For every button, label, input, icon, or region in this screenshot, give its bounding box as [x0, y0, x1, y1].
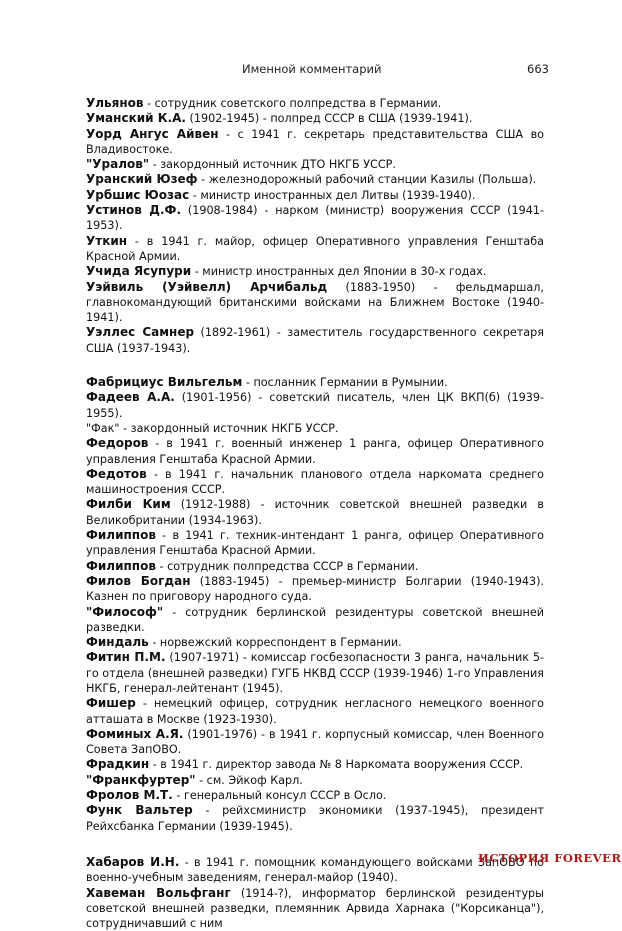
index-entry: [86, 421, 544, 436]
entry-description: - в 1941 г. помощник командующего войсками ЗапОВО по военно-учебным заведениям, генерал-майор (1940).: [86, 855, 544, 885]
entry-name: Фабрициус Вильгельм: [86, 375, 243, 390]
index-entry: [86, 605, 544, 636]
entry-name: Федоров: [86, 436, 149, 451]
index-entry: [86, 188, 544, 203]
entry-description: (1883-1945) - премьер-министр Болгарии (1940-1943). Казнен по приговору народного суда.: [86, 574, 544, 604]
section-h: [86, 855, 544, 931]
entry-description: - в 1941 г. техник-интендант 1 ранга, офицер Оперативного управления Генштаба Красной Армии.: [86, 529, 544, 558]
index-entry: [86, 696, 544, 727]
index-content: [86, 96, 544, 931]
entry-description: - в 1941 г. майор, офицер Оперативного управления Генштаба Красной Армии.: [86, 234, 544, 263]
index-entry: [86, 773, 544, 788]
index-entry: [86, 855, 544, 886]
entry-description: - см. Эйкоф Карл.: [195, 773, 303, 787]
entry-description: - железнодорожный рабочий станции Казилы (Польша).: [197, 173, 537, 187]
entry-name: Филиппов: [86, 558, 156, 573]
section-f: [86, 375, 544, 834]
entry-description: "Фак" - закордонный источник НКГБ УССР.: [86, 421, 339, 435]
entry-description: (1901-1956) - советский писатель, член ЦК ВКП(б) (1939-1955).: [86, 391, 544, 420]
entry-description: - сотрудник советского полпредства в Германии.: [143, 97, 442, 110]
entry-description: - министр иностранных дел Литвы (1939-1940).: [189, 188, 476, 202]
entry-name: Финдаль: [86, 635, 149, 650]
section-spacer: [86, 834, 544, 855]
entry-name: "Франкфуртер": [86, 772, 196, 787]
entry-description: (1901-1976) - в 1941 г. корпусный комиссар, член Военного Совета ЗапОВО.: [86, 727, 544, 757]
index-entry: [86, 436, 544, 467]
index-entry: [86, 375, 544, 390]
entry-name: Устинов Д.Ф.: [86, 203, 182, 218]
index-entry: [86, 96, 544, 111]
index-entry: [86, 203, 544, 234]
entry-description: - генеральный консул СССР в Осло.: [172, 789, 387, 803]
entry-description: - сотрудник берлинской резидентуры советской внешней разведки.: [86, 605, 544, 634]
index-entry: [86, 559, 544, 574]
index-entry: [86, 172, 544, 187]
entry-description: - закордонный источник ДТО НКГБ УССР.: [149, 158, 396, 172]
page-header: [0, 62, 600, 78]
index-entry: [86, 635, 544, 650]
entry-description: (1883-1950) - фельдмаршал, главнокомандующий британскими войсками на Ближнем Востоке (1940-1941).: [86, 280, 544, 325]
entry-name: Уэллес Самнер: [86, 325, 195, 340]
running-title: Именной комментарий: [242, 62, 382, 76]
entry-name: Фрадкин: [86, 757, 150, 772]
entry-description: - немецкий офицер, сотрудник негласного немецкого военного атташата в Москве (1923-1930).: [86, 697, 544, 726]
entry-name: Функ Вальтер: [86, 803, 193, 818]
entry-name: Уэйвиль (Уэйвелл) Арчибальд: [86, 279, 328, 294]
index-entry: [86, 650, 544, 696]
entry-description: - норвежский корреспондент в Германии.: [148, 636, 402, 650]
entry-name: Хабаров И.Н.: [86, 854, 180, 869]
entry-name: Филби Ким: [86, 497, 171, 512]
entry-name: "Уралов": [86, 157, 150, 172]
watermark: ИСТОРИЯ FOREVER: [478, 851, 622, 865]
entry-name: Хавеман Вольфганг: [86, 885, 231, 900]
entry-name: "Философ": [86, 604, 164, 619]
entry-description: - с 1941 г. секретарь представительства США во Владивостоке.: [86, 127, 545, 156]
entry-description: (1907-1971) - комиссар госбезопасности 3 ранга, начальник 5-го отдела (внешней разведки) ГУГБ НКВД СССР (1939-1946) 1-го Управления НКГБ, генерал-лейтенант (1945).: [86, 651, 544, 695]
index-entry: [86, 325, 544, 356]
entry-name: Фоминых А.Я.: [86, 726, 184, 741]
entry-name: Ульянов: [86, 96, 144, 110]
section-u: [86, 96, 544, 356]
entry-description: - посланник Германии в Румынии.: [242, 376, 448, 390]
page-number: 663: [527, 62, 549, 76]
entry-name: Филиппов: [86, 528, 156, 543]
index-entry: [86, 157, 544, 172]
index-entry: [86, 727, 544, 758]
entry-description: - министр иностранных дел Японии в 30-х годах.: [191, 265, 487, 279]
index-entry: [86, 497, 544, 528]
index-entry: [86, 111, 544, 126]
index-entry: [86, 528, 544, 559]
entry-description: (1892-1961) - заместитель государственного секретаря США (1937-1943).: [86, 326, 544, 355]
index-entry: [86, 390, 544, 421]
section-spacer: [86, 356, 544, 375]
entry-description: (1902-1945) - полпред СССР в США (1939-1941).: [185, 112, 473, 126]
entry-name: Федотов: [86, 466, 147, 481]
entry-name: Уманский К.А.: [86, 111, 186, 126]
index-entry: [86, 886, 544, 931]
index-entry: [86, 264, 544, 279]
index-entry: [86, 280, 544, 326]
entry-name: Филов Богдан: [86, 573, 191, 588]
entry-description: - рейхсминистр экономики (1937-1945), президент Рейхсбанка Германии (1939-1945).: [86, 804, 544, 833]
entry-name: Фролов М.Т.: [86, 788, 173, 803]
entry-name: Фишер: [86, 696, 136, 711]
entry-description: - сотрудник полпредства СССР в Германии.: [155, 559, 419, 573]
entry-name: Уранский Юзеф: [86, 172, 198, 187]
entry-description: - в 1941 г. директор завода № 8 Наркомата вооружения СССР.: [149, 758, 524, 772]
entry-description: (1908-1984) - нарком (министр) вооружения СССР (1941-1953).: [86, 204, 544, 233]
index-entry: [86, 803, 544, 834]
index-entry: [86, 467, 544, 498]
index-entry: [86, 127, 544, 158]
entry-name: Фитин П.М.: [86, 650, 166, 665]
index-entry: [86, 234, 544, 265]
entry-description: (1914-?), информатор берлинской резидентуры советской внешней разведки, племянник Арвида Харнака ("Корсиканца"), сотрудничавший с ним: [86, 886, 544, 931]
entry-name: Урбшис Юозас: [86, 187, 190, 202]
index-entry: [86, 788, 544, 803]
entry-name: Учида Ясупури: [86, 264, 192, 279]
entry-description: - в 1941 г. начальник планового отдела наркомата среднего машиностроения СССР.: [86, 467, 544, 497]
entry-name: Уорд Ангус Айвен: [86, 126, 219, 141]
entry-name: Фадеев А.А.: [86, 390, 175, 405]
entry-name: Уткин: [86, 233, 128, 248]
index-entry: [86, 757, 544, 772]
index-entry: [86, 574, 544, 605]
entry-description: - в 1941 г. военный инженер 1 ранга, офицер Оперативного управления Генштаба Красной Армии.: [86, 437, 544, 466]
entry-description: (1912-1988) - источник советской внешней разведки в Великобритании (1934-1963).: [86, 498, 544, 527]
